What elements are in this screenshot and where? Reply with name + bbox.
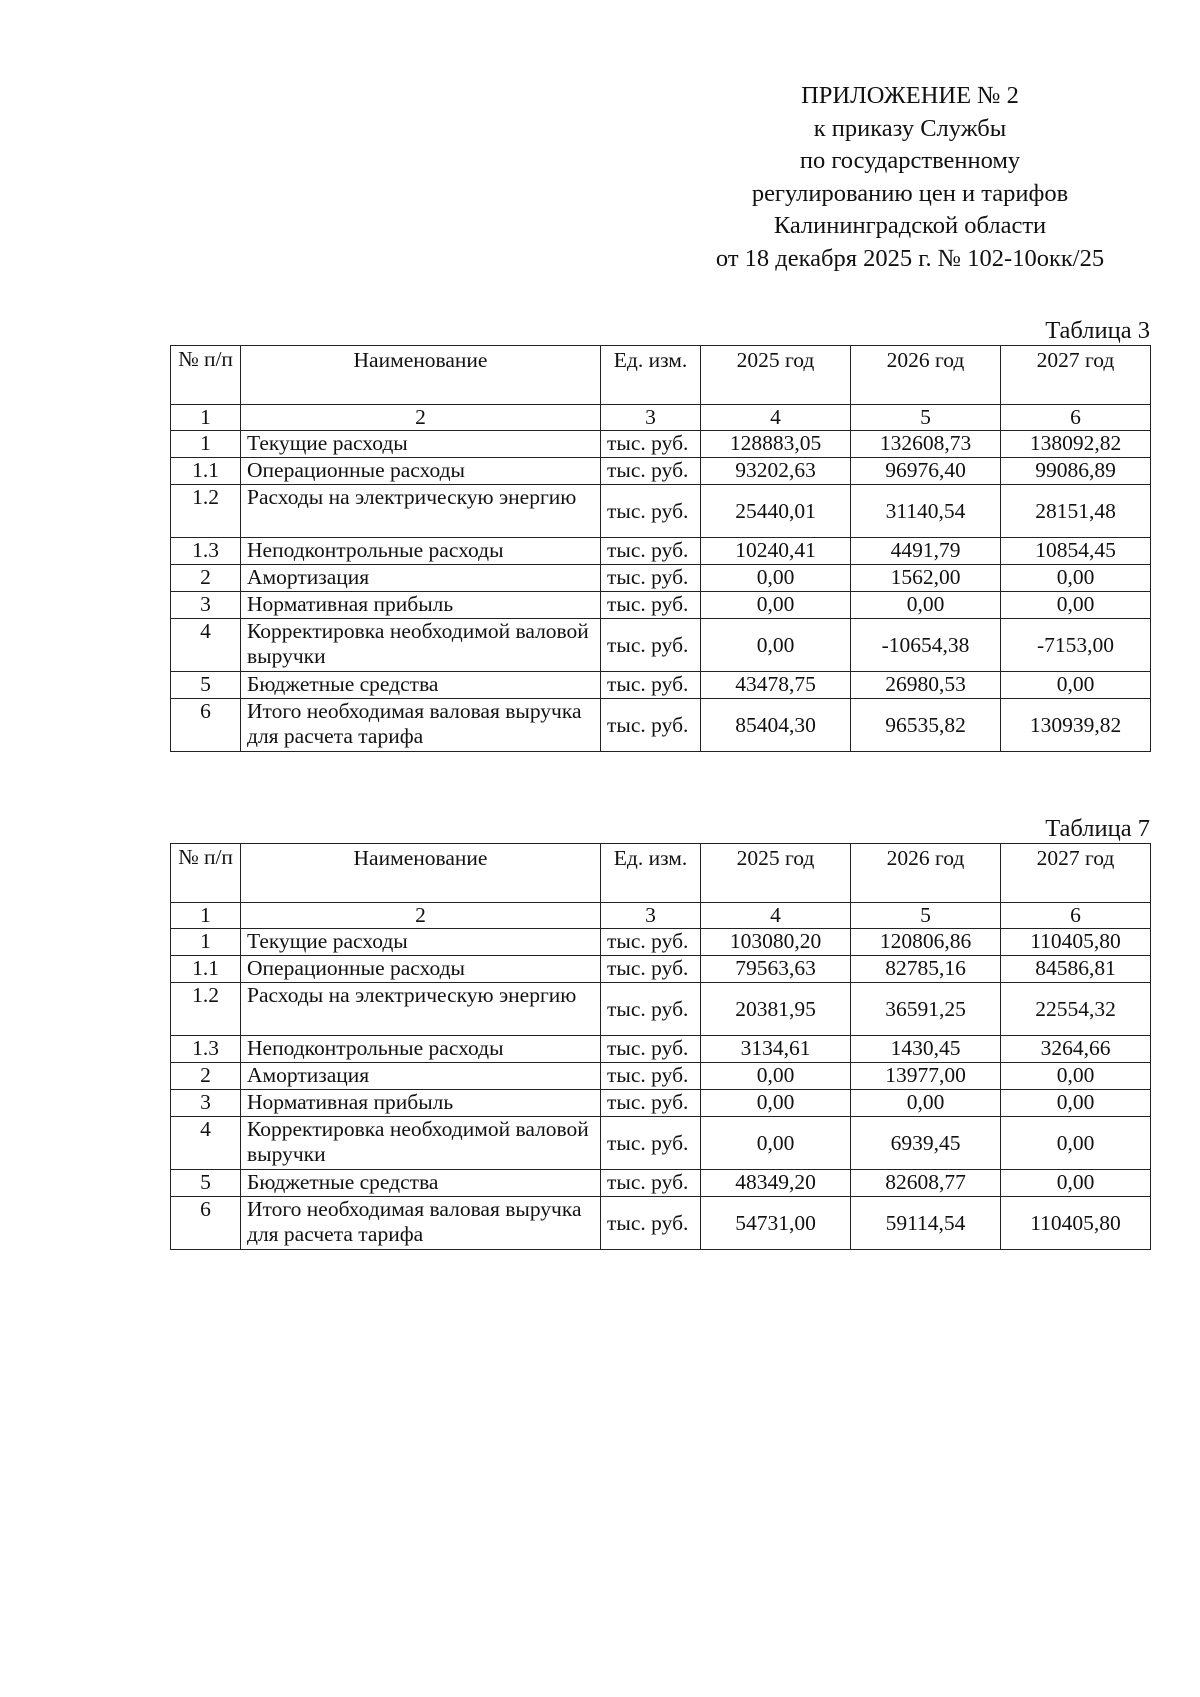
value-2025: 0,00 — [701, 592, 851, 619]
column-index: 4 — [701, 405, 851, 431]
value-2025: 20381,95 — [701, 983, 851, 1036]
row-name: Операционные расходы — [241, 956, 601, 983]
row-unit: тыс. руб. — [601, 983, 701, 1036]
column-index: 3 — [601, 903, 701, 929]
row-unit: тыс. руб. — [601, 1117, 701, 1170]
row-unit: тыс. руб. — [601, 1170, 701, 1197]
table-row — [171, 538, 1151, 565]
row-name: Бюджетные средства — [241, 672, 601, 699]
value-2027: 99086,89 — [1001, 458, 1151, 485]
table-row — [171, 485, 1151, 538]
row-name: Амортизация — [241, 565, 601, 592]
row-num: 6 — [171, 1197, 241, 1250]
row-name: Корректировка необходимой валовой выручки — [241, 619, 601, 672]
table-row — [171, 458, 1151, 485]
column-index: 6 — [1001, 903, 1151, 929]
value-2026: -10654,38 — [851, 619, 1001, 672]
value-2027: 0,00 — [1001, 1117, 1151, 1170]
col-header-2027: 2027 год — [1001, 844, 1151, 903]
value-2026: 120806,86 — [851, 929, 1001, 956]
table-row — [171, 672, 1151, 699]
col-header-2027: 2027 год — [1001, 346, 1151, 405]
row-unit: тыс. руб. — [601, 592, 701, 619]
table-row — [171, 431, 1151, 458]
value-2025: 54731,00 — [701, 1197, 851, 1250]
row-name: Амортизация — [241, 1063, 601, 1090]
value-2027: 0,00 — [1001, 1063, 1151, 1090]
row-unit: тыс. руб. — [601, 485, 701, 538]
col-header-unit: Ед. изм. — [601, 346, 701, 405]
value-2025: 0,00 — [701, 619, 851, 672]
row-name: Нормативная прибыль — [241, 1090, 601, 1117]
row-unit: тыс. руб. — [601, 929, 701, 956]
value-2026: 4491,79 — [851, 538, 1001, 565]
value-2026: 59114,54 — [851, 1197, 1001, 1250]
col-header-unit: Ед. изм. — [601, 844, 701, 903]
table-row-total — [171, 1197, 1151, 1250]
col-header-2026: 2026 год — [851, 346, 1001, 405]
row-unit: тыс. руб. — [601, 1197, 701, 1250]
row-num: 1.3 — [171, 1036, 241, 1063]
col-header-2026: 2026 год — [851, 844, 1001, 903]
header-title: ПРИЛОЖЕНИЕ № 2 — [801, 82, 1019, 109]
row-name: Неподконтрольные расходы — [241, 538, 601, 565]
row-num: 1 — [171, 431, 241, 458]
col-header-num: № п/п — [171, 844, 241, 903]
value-2026: 96535,82 — [851, 699, 1001, 752]
row-name: Нормативная прибыль — [241, 592, 601, 619]
col-header-name: Наименование — [241, 844, 601, 903]
table-3-caption: Таблица 3 — [1045, 317, 1150, 344]
value-2026: 0,00 — [851, 592, 1001, 619]
table-row — [171, 619, 1151, 672]
row-unit: тыс. руб. — [601, 458, 701, 485]
row-num: 3 — [171, 592, 241, 619]
value-2025: 0,00 — [701, 1090, 851, 1117]
table-row — [171, 983, 1151, 1036]
value-2027: 84586,81 — [1001, 956, 1151, 983]
row-num: 5 — [171, 672, 241, 699]
value-2026: 26980,53 — [851, 672, 1001, 699]
row-name: Итого необходимая валовая выручка для расчета тарифа — [241, 699, 601, 752]
value-2027: -7153,00 — [1001, 619, 1151, 672]
value-2026: 13977,00 — [851, 1063, 1001, 1090]
value-2027: 138092,82 — [1001, 431, 1151, 458]
value-2027: 0,00 — [1001, 672, 1151, 699]
row-num: 1.1 — [171, 458, 241, 485]
row-num: 3 — [171, 1090, 241, 1117]
table-row — [171, 1036, 1151, 1063]
row-unit: тыс. руб. — [601, 1090, 701, 1117]
row-name: Операционные расходы — [241, 458, 601, 485]
value-2025: 0,00 — [701, 1117, 851, 1170]
column-index: 6 — [1001, 405, 1151, 431]
value-2027: 110405,80 — [1001, 929, 1151, 956]
value-2025: 0,00 — [701, 565, 851, 592]
col-header-2025: 2025 год — [701, 346, 851, 405]
table-row — [171, 1090, 1151, 1117]
column-index: 5 — [851, 903, 1001, 929]
row-unit: тыс. руб. — [601, 538, 701, 565]
value-2026: 1562,00 — [851, 565, 1001, 592]
table-header-row — [171, 844, 1151, 903]
value-2026: 82785,16 — [851, 956, 1001, 983]
header-line: Калининградской области — [773, 212, 1047, 239]
value-2027: 130939,82 — [1001, 699, 1151, 752]
col-header-num: № п/п — [171, 346, 241, 405]
row-name: Расходы на электрическую энергию — [241, 983, 601, 1036]
value-2026: 0,00 — [851, 1090, 1001, 1117]
header-line: по государственному — [799, 147, 1021, 174]
column-index-row — [171, 903, 1151, 929]
row-unit: тыс. руб. — [601, 699, 701, 752]
value-2025: 103080,20 — [701, 929, 851, 956]
value-2025: 0,00 — [701, 1063, 851, 1090]
value-2027: 0,00 — [1001, 592, 1151, 619]
table-row — [171, 592, 1151, 619]
value-2027: 22554,32 — [1001, 983, 1151, 1036]
value-2026: 132608,73 — [851, 431, 1001, 458]
row-name: Бюджетные средства — [241, 1170, 601, 1197]
row-num: 1 — [171, 929, 241, 956]
column-index: 1 — [171, 903, 241, 929]
table-7 — [170, 843, 1151, 1250]
value-2025: 128883,05 — [701, 431, 851, 458]
value-2026: 36591,25 — [851, 983, 1001, 1036]
value-2027: 10854,45 — [1001, 538, 1151, 565]
document-header — [640, 80, 1180, 275]
value-2025: 93202,63 — [701, 458, 851, 485]
column-index-row — [171, 405, 1151, 431]
row-name: Расходы на электрическую энергию — [241, 485, 601, 538]
value-2026: 96976,40 — [851, 458, 1001, 485]
row-unit: тыс. руб. — [601, 565, 701, 592]
row-num: 1.2 — [171, 983, 241, 1036]
value-2027: 0,00 — [1001, 565, 1151, 592]
row-num: 2 — [171, 1063, 241, 1090]
value-2026: 6939,45 — [851, 1117, 1001, 1170]
column-index: 3 — [601, 405, 701, 431]
table-7-caption: Таблица 7 — [1045, 815, 1150, 842]
table-row — [171, 1063, 1151, 1090]
value-2025: 3134,61 — [701, 1036, 851, 1063]
row-unit: тыс. руб. — [601, 431, 701, 458]
row-unit: тыс. руб. — [601, 1063, 701, 1090]
column-index: 5 — [851, 405, 1001, 431]
value-2027: 28151,48 — [1001, 485, 1151, 538]
row-name: Итого необходимая валовая выручка для расчета тарифа — [241, 1197, 601, 1250]
table-row — [171, 1170, 1151, 1197]
row-num: 4 — [171, 1117, 241, 1170]
row-num: 1.3 — [171, 538, 241, 565]
value-2027: 110405,80 — [1001, 1197, 1151, 1250]
column-index: 1 — [171, 405, 241, 431]
value-2027: 3264,66 — [1001, 1036, 1151, 1063]
row-unit: тыс. руб. — [601, 619, 701, 672]
row-num: 1.2 — [171, 485, 241, 538]
row-name: Корректировка необходимой валовой выручки — [241, 1117, 601, 1170]
value-2025: 85404,30 — [701, 699, 851, 752]
row-num: 6 — [171, 699, 241, 752]
row-unit: тыс. руб. — [601, 956, 701, 983]
row-name: Неподконтрольные расходы — [241, 1036, 601, 1063]
column-index: 2 — [241, 903, 601, 929]
row-name: Текущие расходы — [241, 929, 601, 956]
table-row — [171, 1117, 1151, 1170]
row-num: 2 — [171, 565, 241, 592]
row-unit: тыс. руб. — [601, 672, 701, 699]
header-line: регулированию цен и тарифов — [751, 179, 1069, 207]
table-row — [171, 565, 1151, 592]
row-num: 4 — [171, 619, 241, 672]
table-row — [171, 929, 1151, 956]
col-header-2025: 2025 год — [701, 844, 851, 903]
value-2026: 82608,77 — [851, 1170, 1001, 1197]
table-row — [171, 956, 1151, 983]
value-2025: 25440,01 — [701, 485, 851, 538]
table-row-total — [171, 699, 1151, 752]
value-2025: 48349,20 — [701, 1170, 851, 1197]
col-header-name: Наименование — [241, 346, 601, 405]
value-2025: 79563,63 — [701, 956, 851, 983]
row-num: 5 — [171, 1170, 241, 1197]
column-index: 4 — [701, 903, 851, 929]
row-num: 1.1 — [171, 956, 241, 983]
value-2026: 31140,54 — [851, 485, 1001, 538]
table-3 — [170, 345, 1151, 752]
column-index: 2 — [241, 405, 601, 431]
value-2025: 10240,41 — [701, 538, 851, 565]
value-2027: 0,00 — [1001, 1090, 1151, 1117]
value-2025: 43478,75 — [701, 672, 851, 699]
row-unit: тыс. руб. — [601, 1036, 701, 1063]
table-header-row — [171, 346, 1151, 405]
header-line: к приказу Службы — [813, 114, 1007, 142]
header-date-line: от 18 декабря 2025 г. № 102-10окк/25 — [715, 244, 1105, 272]
row-name: Текущие расходы — [241, 431, 601, 458]
value-2027: 0,00 — [1001, 1170, 1151, 1197]
value-2026: 1430,45 — [851, 1036, 1001, 1063]
